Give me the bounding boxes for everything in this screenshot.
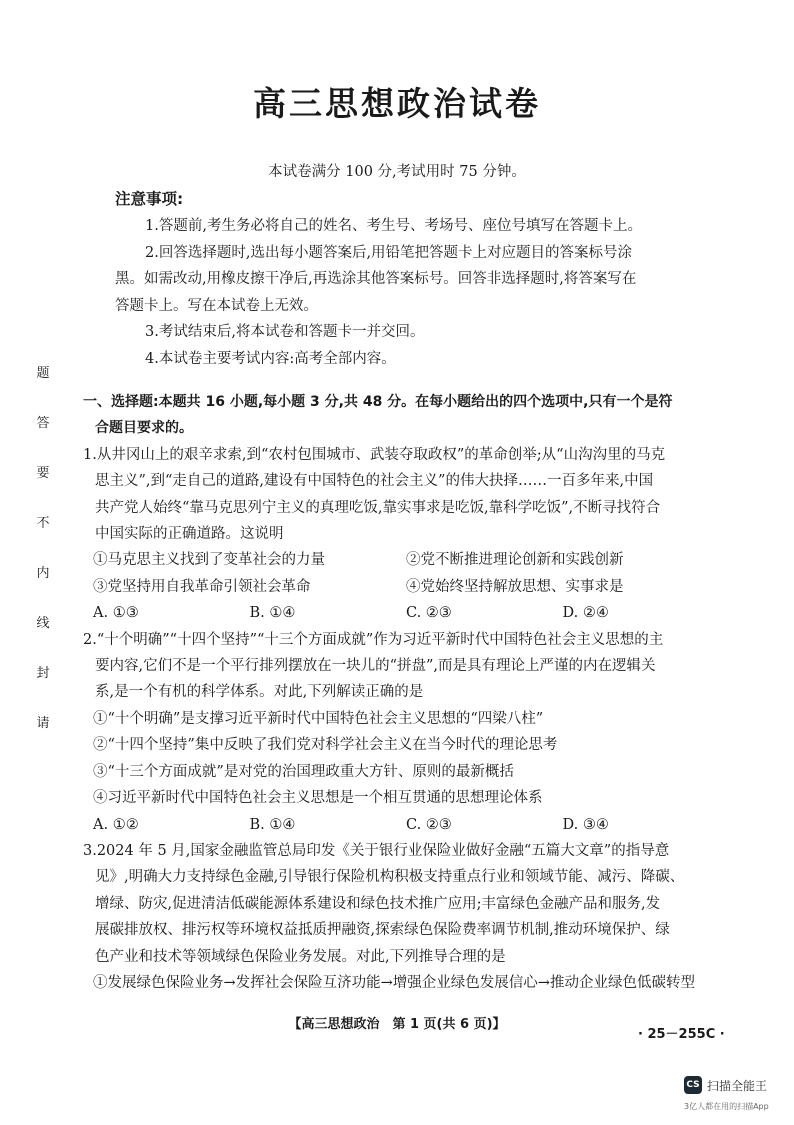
notice-item: 2.回答选择题时,选出每小题答案后,用铅笔把答题卡上对应题目的答案标号涂	[145, 244, 633, 261]
q2-option: ④习近平新时代中国特色社会主义思想是一个相互贯通的思想理论体系	[93, 790, 543, 807]
q3-stem: 见》,明确大力支持绿色金融,引导银行保险机构积极支持重点行业和领域节能、减污、降碳、	[95, 869, 685, 886]
binding-line-text	[34, 356, 52, 731]
q3-stem: 3.2024 年 5 月,国家金融监管总局印发《关于银行业保险业做好金融“五篇大文章”的指导意	[83, 842, 670, 859]
q1-options-row	[83, 574, 719, 600]
q2-answers	[83, 812, 719, 838]
notice-item: 4.本试卷主要考试内容:高考全部内容。	[145, 350, 396, 367]
q2-stem: 要内容,它们不是一个平行排列摆放在一块儿的“拼盘”,而是具有理论上严谨的内在逻辑关	[95, 658, 656, 675]
section-heading: 合题目要求的。	[95, 420, 193, 437]
notice-block	[115, 213, 695, 372]
q1-answers	[83, 600, 719, 626]
page-title: 高三思想政治试卷	[253, 84, 541, 123]
q1-option: ④党始终坚持解放思想、实事求是	[406, 578, 624, 595]
notice-item: 3.考试结束后,将本试卷和答题卡一并交回。	[145, 324, 425, 340]
q3-stem: 增绿、防灾,促进清洁低碳能源体系建设和绿色技术推广应用;丰富绿色金融产品和服务,发	[95, 895, 661, 912]
q1-answer-d: D. ②④	[562, 605, 609, 622]
side-char: 封	[36, 666, 50, 681]
notice-item: 答题卡上。写在本试卷上无效。	[115, 297, 318, 314]
side-char: 答	[36, 416, 50, 431]
q1-stem: 中国实际的正确道路。这说明	[95, 526, 284, 543]
section-heading: 一、选择题:本题共 16 小题,每小题 3 分,共 48 分。在每小题给出的四个选项中,只有一个是符	[83, 394, 673, 410]
side-char: 线	[36, 616, 50, 631]
q2-stem: 系,是一个有机的科学体系。对此,下列解读正确的是	[95, 684, 424, 701]
q3-option: ①发展绿色保险业务→发挥社会保险互济功能→增强企业绿色发展信心→推动企业绿色低碳转型	[93, 974, 695, 991]
camscanner-name: 扫描全能王	[707, 1078, 768, 1093]
notice-heading: 注意事项:	[115, 190, 184, 208]
camscanner-tagline: 3亿人都在用的扫描App	[684, 1102, 769, 1111]
scanner-watermark	[684, 1076, 767, 1094]
q1-stem: 1.从井冈山上的艰辛求索,到“农村包围城市、武装夺取政权”的革命创举;从“山沟沟里的马克	[83, 446, 666, 463]
q2-stem: 2.“十个明确”“十四个坚持”“十三个方面成就”作为习近平新时代中国特色社会主义思想的主	[83, 631, 664, 648]
question-content	[83, 389, 719, 996]
q1-option: ①马克思主义找到了变革社会的力量	[93, 552, 325, 569]
q1-answer-b: B. ①④	[249, 605, 296, 622]
q2-option: ③“十三个方面成就”是对党的治国理政重大方针、原则的最新概括	[93, 763, 514, 780]
q1-stem: 思主义”,到“走自己的道路,建设有中国特色的社会主义”的伟大抉择……一百多年来,中国	[95, 473, 654, 490]
side-char: 请	[36, 716, 50, 731]
q2-answer-c: C. ②③	[406, 816, 452, 833]
page-footer: 【高三思想政治 第 1 页(共 6 页)】	[288, 1017, 506, 1032]
q2-option: ②“十四个坚持”集中反映了我们党对科学社会主义在当今时代的理论思考	[93, 737, 558, 754]
q1-answer-a: A. ①③	[93, 605, 139, 622]
exam-subtitle: 本试卷满分 100 分,考试用时 75 分钟。	[268, 164, 526, 180]
q1-options-row	[83, 547, 719, 573]
notice-item: 1.答题前,考生务必将自己的姓名、考生号、考场号、座位号填写在答题卡上。	[145, 218, 642, 234]
q1-stem: 共产党人始终“靠马克思列宁主义的真理吃饭,靠实事求是吃饭,靠科学吃饭”,不断寻找符合	[95, 499, 661, 516]
side-char: 不	[36, 516, 50, 531]
q2-answer-a: A. ①②	[93, 816, 139, 833]
q1-option: ③党坚持用自我革命引领社会革命	[93, 578, 311, 595]
notice-item: 黑。如需改动,用橡皮擦干净后,再选涂其他答案标号。回答非选择题时,将答案写在	[115, 271, 637, 287]
side-char: 要	[36, 466, 50, 481]
q1-answer-c: C. ②③	[406, 605, 452, 622]
side-char: 题	[36, 366, 50, 381]
q2-answer-b: B. ①④	[249, 816, 296, 833]
q2-option: ①“十个明确”是支撑习近平新时代中国特色社会主义思想的“四梁八柱”	[93, 710, 544, 727]
exam-code: · 25－255C ·	[638, 1027, 725, 1042]
q2-answer-d: D. ③④	[562, 816, 609, 833]
camscanner-logo-icon: CS	[684, 1076, 702, 1094]
q3-stem: 展碳排放权、排污权等环境权益抵质押融资,探索绿色保险费率调节机制,推动环境保护、绿	[95, 922, 670, 939]
q3-stem: 色产业和技术等领域绿色保险业务发展。对此,下列推导合理的是	[95, 948, 506, 965]
q1-option: ②党不断推进理论创新和实践创新	[406, 552, 624, 569]
side-char: 内	[36, 566, 50, 581]
